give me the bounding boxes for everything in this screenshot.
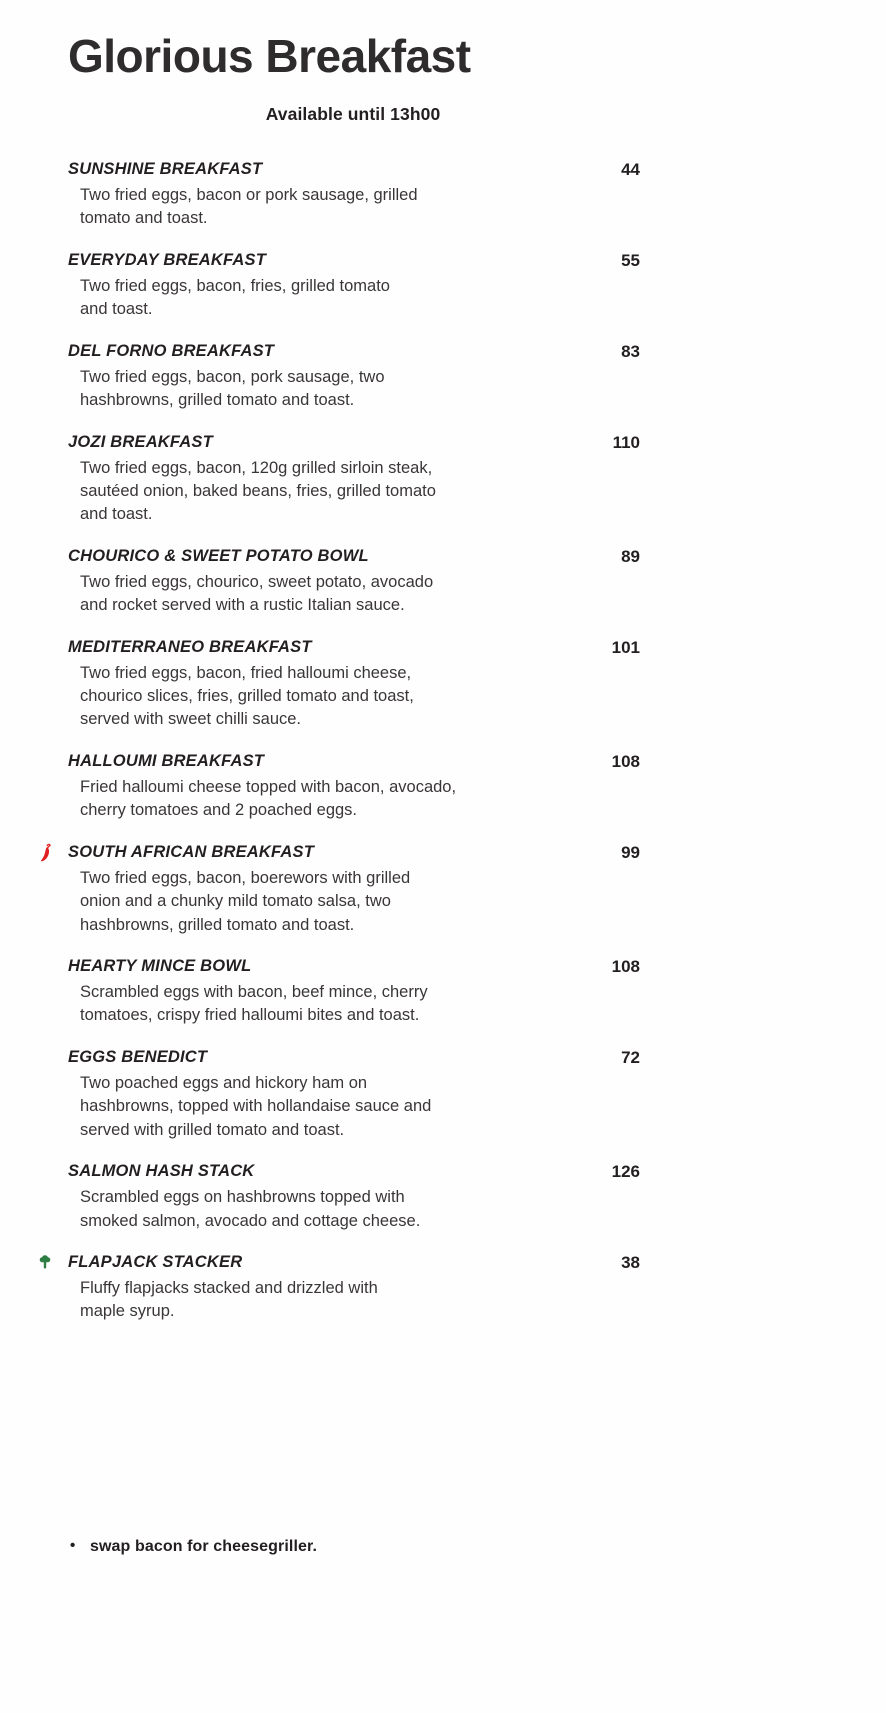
menu-item-header <box>0 547 886 569</box>
description-line: tomatoes, crispy fried halloumi bites and toast. <box>80 1006 420 1025</box>
page-title: Glorious Breakfast <box>68 30 471 82</box>
menu-item-name: SUNSHINE BREAKFAST <box>68 160 263 178</box>
menu-item-price: 110 <box>612 432 640 452</box>
menu-item-description <box>80 1186 600 1233</box>
menu-item-price: 108 <box>611 957 640 977</box>
menu-item <box>0 1162 886 1233</box>
menu-item-price: 99 <box>621 842 640 862</box>
menu-item <box>0 251 886 322</box>
description-line: Two fried eggs, bacon, boerewors with grilled <box>80 868 411 887</box>
menu-item-header <box>0 342 886 364</box>
menu-item-header <box>0 752 886 774</box>
menu-item-name: CHOURICO & SWEET POTATO BOWL <box>68 546 369 565</box>
description-line: Fluffy flapjacks stacked and drizzled with <box>80 1278 378 1297</box>
menu-item-price: 72 <box>621 1047 640 1067</box>
menu-item-price: 83 <box>621 341 640 361</box>
menu-item-price: 89 <box>621 546 640 566</box>
menu-item-list <box>0 160 886 1344</box>
description-line: Two fried eggs, bacon, 120g grilled sirloin steak, <box>80 458 433 477</box>
menu-item <box>0 160 886 231</box>
description-line: served with grilled tomato and toast. <box>80 1120 345 1139</box>
menu-item-description <box>80 981 600 1028</box>
menu-item <box>0 752 886 823</box>
menu-item-description <box>80 1277 600 1324</box>
menu-item-description <box>80 867 600 937</box>
menu-item-header <box>0 638 886 660</box>
description-line: Two fried eggs, bacon, fries, grilled tomato <box>80 276 390 295</box>
menu-item-header <box>0 160 886 182</box>
description-line: Scrambled eggs on hashbrowns topped with <box>80 1188 405 1207</box>
menu-item-name: MEDITERRANEO BREAKFAST <box>68 637 312 656</box>
menu-item-name: JOZI BREAKFAST <box>68 432 213 451</box>
menu-item-description <box>80 662 600 732</box>
menu-item-header <box>0 433 886 455</box>
description-line: onion and a chunky mild tomato salsa, two <box>80 892 391 911</box>
description-line: hashbrowns, topped with hollandaise sauce and <box>80 1097 432 1116</box>
description-line: Two fried eggs, bacon or pork sausage, grilled <box>80 186 418 204</box>
description-line: Scrambled eggs with bacon, beef mince, cherry <box>80 983 428 1002</box>
menu-item <box>0 342 886 413</box>
description-line: sautéed onion, baked beans, fries, grilled tomato <box>80 481 436 500</box>
description-line: Two poached eggs and hickory ham on <box>80 1073 368 1092</box>
footnote-item: • swap bacon for cheesegriller. <box>68 1536 668 1558</box>
menu-item-price: 38 <box>621 1252 640 1272</box>
menu-item-price: 126 <box>611 1162 640 1182</box>
menu-item <box>0 638 886 732</box>
menu-item-name: HEARTY MINCE BOWL <box>68 957 252 976</box>
menu-item-name: DEL FORNO BREAKFAST <box>68 341 275 360</box>
description-line: hashbrowns, grilled tomato and toast. <box>80 391 355 410</box>
description-line: and toast. <box>80 505 153 524</box>
menu-item-header <box>0 251 886 273</box>
menu-item-header <box>0 1048 886 1070</box>
footnote-list <box>68 1536 668 1558</box>
description-line: cherry tomatoes and 2 poached eggs. <box>80 801 358 820</box>
description-line: Fried halloumi cheese topped with bacon, avocado, <box>80 777 457 796</box>
menu-item <box>0 433 886 527</box>
menu-item <box>0 1048 886 1142</box>
description-line: and rocket served with a rustic Italian sauce. <box>80 596 405 615</box>
vegetarian-tree-icon <box>34 1252 56 1274</box>
footnotes <box>68 1536 668 1558</box>
menu-item-description <box>80 776 600 823</box>
description-line: Two fried eggs, bacon, pork sausage, two <box>80 367 385 386</box>
menu-item <box>0 843 886 937</box>
menu-item-description <box>80 457 600 527</box>
menu-item-name: SALMON HASH STACK <box>68 1162 255 1181</box>
menu-item-header <box>0 1253 886 1275</box>
menu-item-description <box>80 275 600 322</box>
menu-item-price: 101 <box>611 637 640 657</box>
description-line: Two fried eggs, bacon, fried halloumi cheese, <box>80 663 412 682</box>
menu-item <box>0 957 886 1028</box>
description-line: smoked salmon, avocado and cottage cheese. <box>80 1211 421 1230</box>
menu-item-header <box>0 843 886 865</box>
description-line: served with sweet chilli sauce. <box>80 710 302 729</box>
menu-item-price: 44 <box>621 160 640 179</box>
description-line: chourico slices, fries, grilled tomato and toast, <box>80 687 414 706</box>
menu-item-name: FLAPJACK STACKER <box>68 1252 243 1271</box>
menu-item <box>0 547 886 618</box>
menu-item-name: EVERYDAY BREAKFAST <box>68 250 266 269</box>
description-line: tomato and toast. <box>80 209 208 228</box>
description-line: Two fried eggs, chourico, sweet potato, avocado <box>80 572 434 591</box>
description-line: maple syrup. <box>80 1302 175 1321</box>
menu-item-description <box>80 571 600 618</box>
availability-subtitle: Available until 13h00 <box>265 104 441 124</box>
menu-item-description <box>80 184 600 231</box>
menu-item-description <box>80 1072 600 1142</box>
description-line: and toast. <box>80 300 153 319</box>
menu-item-header <box>0 957 886 979</box>
description-line: hashbrowns, grilled tomato and toast. <box>80 915 355 934</box>
menu-item-header <box>0 1162 886 1184</box>
menu-item-name: SOUTH AFRICAN BREAKFAST <box>68 842 314 861</box>
chili-pepper-icon <box>34 842 56 864</box>
menu-item-description <box>80 366 600 413</box>
menu-item <box>0 1253 886 1324</box>
menu-item-price: 108 <box>611 751 640 771</box>
menu-item-name: EGGS BENEDICT <box>68 1047 208 1066</box>
menu-item-price: 55 <box>621 250 640 270</box>
menu-item-name: HALLOUMI BREAKFAST <box>68 751 265 770</box>
